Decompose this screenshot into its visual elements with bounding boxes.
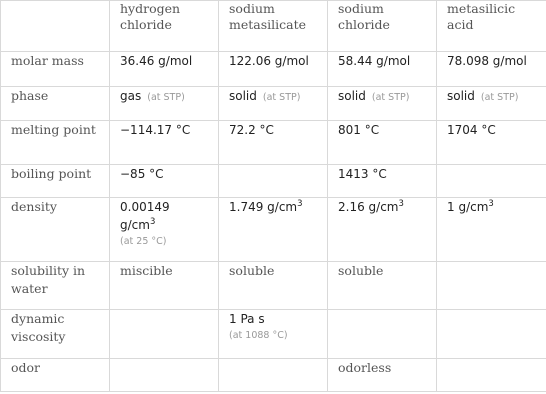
table-cell (110, 262, 219, 310)
table-cell (110, 359, 219, 392)
table-cell (437, 359, 546, 392)
row-label: boiling point (1, 165, 110, 198)
condition-note: (at STP) (147, 92, 185, 103)
cell-value: 0.00149 g/cm (120, 200, 170, 232)
row-label: odor (1, 359, 110, 392)
cell-value: soluble (338, 263, 384, 278)
row-label: melting point (1, 121, 110, 165)
table-cell (219, 165, 328, 198)
table-cell (328, 198, 437, 262)
condition-note: (at 25 °C) (120, 236, 167, 247)
cell-value: 1704 °C (447, 123, 496, 137)
table-cell (219, 198, 328, 262)
table-cell (328, 121, 437, 165)
cell-value: 1.749 g/cm (229, 200, 298, 214)
cell-value: solid (229, 89, 257, 103)
table-cell (219, 310, 328, 359)
cell-value: soluble (229, 263, 275, 278)
cell-value: 1413 °C (338, 167, 387, 181)
cell-value: 801 °C (338, 123, 380, 137)
cell-value: solid (447, 89, 475, 103)
row-label: density (1, 198, 110, 262)
table-cell (328, 262, 437, 310)
header-row (1, 1, 546, 52)
table-cell (437, 310, 546, 359)
row-label: dynamic viscosity (1, 310, 110, 359)
unit-exponent: 3 (398, 199, 404, 209)
table-cell (328, 310, 437, 359)
table-cell (219, 52, 328, 87)
cell-value: 78.098 g/mol (447, 54, 527, 68)
table-row (1, 52, 546, 87)
cell-value: 1 Pa s (229, 312, 265, 326)
table-row (1, 359, 546, 392)
table-cell (437, 121, 546, 165)
table-cell (437, 262, 546, 310)
table-cell (328, 87, 437, 121)
cell-value: −114.17 °C (120, 123, 191, 137)
table-cell (110, 165, 219, 198)
corner-cell (1, 1, 110, 52)
table-row (1, 262, 546, 310)
cell-value: 58.44 g/mol (338, 54, 411, 68)
cell-value: 36.46 g/mol (120, 54, 193, 68)
condition-note: (at STP) (480, 92, 519, 103)
cell-value: −85 °C (120, 167, 164, 181)
cell-value: 72.2 °C (229, 123, 274, 137)
condition-note: (at STP) (262, 92, 301, 103)
cell-value: 2.16 g/cm (338, 200, 399, 214)
table-cell (328, 165, 437, 198)
unit-exponent: 3 (297, 199, 303, 209)
cell-value: solid (338, 89, 366, 103)
table-cell (219, 87, 328, 121)
cell-value: gas (120, 89, 142, 103)
cell-value: 1 g/cm (447, 200, 489, 214)
table-cell (328, 359, 437, 392)
table-cell (110, 52, 219, 87)
table-row (1, 198, 546, 262)
table-row (1, 165, 546, 198)
column-header-hydrogen-chloride: hydrogen chloride (110, 1, 219, 52)
table-cell (110, 310, 219, 359)
column-header-metasilicic-acid: metasilicic acid (437, 1, 546, 52)
table-cell (328, 52, 437, 87)
cell-value: 122.06 g/mol (229, 54, 309, 68)
table-row (1, 87, 546, 121)
table-cell (437, 165, 546, 198)
column-header-sodium-metasilicate: sodium metasilicate (219, 1, 328, 52)
table-cell (219, 121, 328, 165)
table-row (1, 121, 546, 165)
row-label: molar mass (1, 52, 110, 87)
column-header-sodium-chloride: sodium chloride (328, 1, 437, 52)
table-cell (110, 198, 219, 262)
cell-value: miscible (120, 263, 173, 278)
cell-value: odorless (338, 360, 392, 375)
table-cell (219, 262, 328, 310)
table-cell (437, 198, 546, 262)
table-cell (219, 359, 328, 392)
table-cell (110, 87, 219, 121)
table-cell (110, 121, 219, 165)
table-cell (437, 52, 546, 87)
unit-exponent: 3 (149, 217, 156, 227)
table-row (1, 310, 546, 359)
row-label: phase (1, 87, 110, 121)
table-cell (437, 87, 546, 121)
unit-exponent: 3 (488, 199, 494, 209)
row-label: solubility in water (1, 262, 110, 310)
condition-note: (at 1088 °C) (229, 330, 288, 341)
condition-note: (at STP) (371, 92, 410, 103)
